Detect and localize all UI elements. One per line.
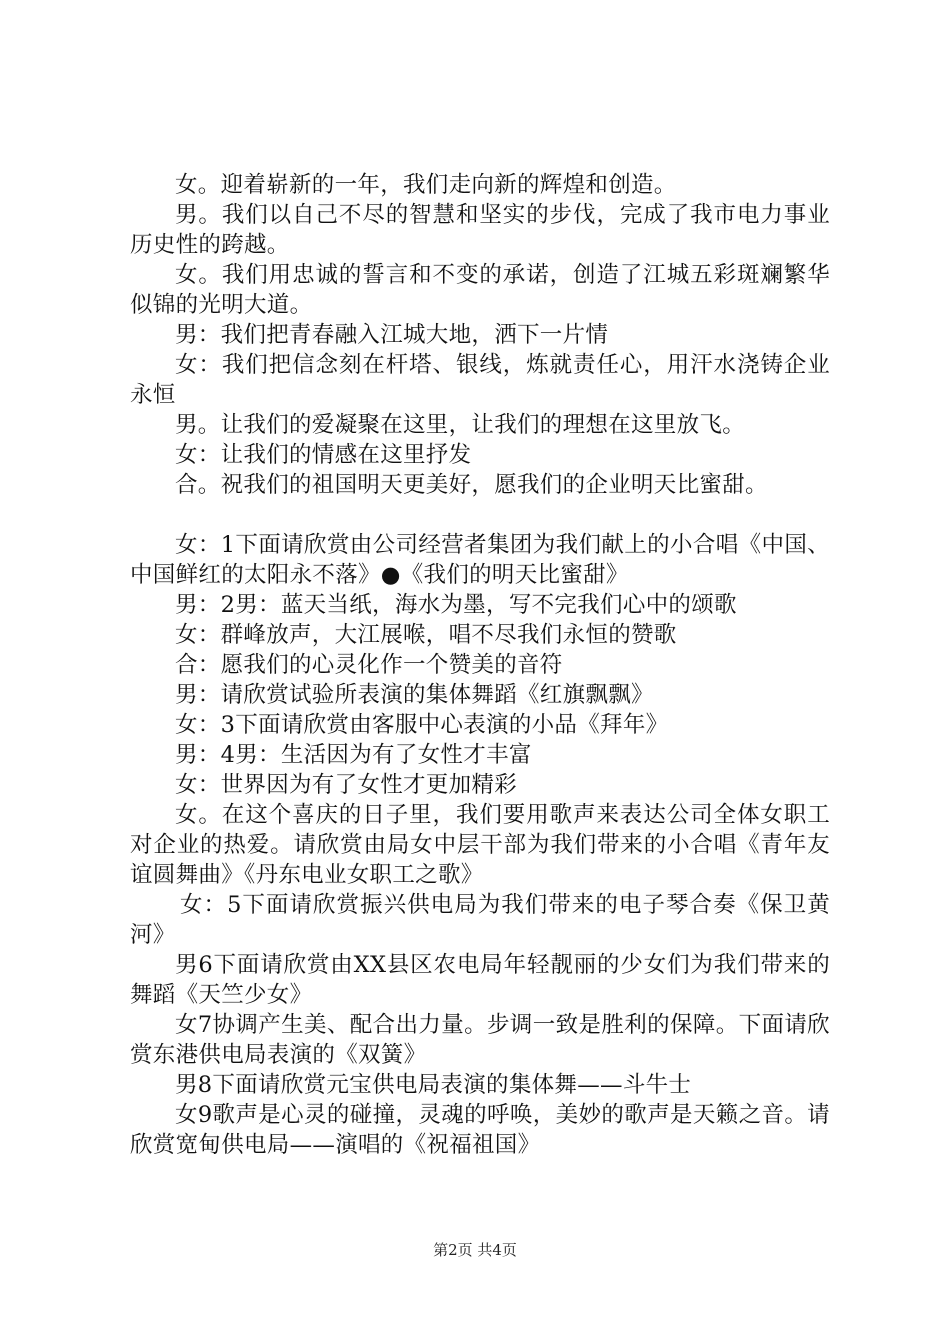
paragraph: 女。我们用忠诚的誓言和不变的承诺，创造了江城五彩斑斓繁华似锦的光明大道。 [130,262,830,318]
paragraph: 女：1下面请欣赏由公司经营者集团为我们献上的小合唱《中国、中国鲜红的太阳永不落》●《我们的明天比蜜甜》 [130,532,830,588]
paragraph: 女：群峰放声，大江展喉，唱不尽我们永恒的赞歌 [175,622,677,648]
paragraph: 女：我们把信念刻在杆塔、银线，炼就责任心，用汗水浇铸企业永恒 [130,352,830,408]
paragraph: 男：我们把青春融入江城大地，洒下一片情 [175,322,609,348]
paragraph: 男：2男：蓝天当纸，海水为墨，写不完我们心中的颂歌 [175,592,737,618]
paragraph: 男。我们以自己不尽的智慧和坚实的步伐，完成了我市电力事业历史性的跨越。 [130,202,830,258]
paragraph: 女：5下面请欣赏振兴供电局为我们带来的电子琴合奏《保卫黄河》 [130,892,830,948]
paragraph: 男。让我们的爱凝聚在这里，让我们的理想在这里放飞。 [175,412,746,438]
paragraph: 女：世界因为有了女性才更加精彩 [175,772,518,798]
paragraph: 女。迎着崭新的一年，我们走向新的辉煌和创造。 [175,172,677,198]
paragraph: 女：让我们的情感在这里抒发 [175,442,472,468]
paragraph: 女9歌声是心灵的碰撞，灵魂的呼唤，美妙的歌声是天籁之音。请欣赏宽甸供电局——演唱的《祝福祖国》 [130,1102,830,1158]
paragraph: 女：3下面请欣赏由客服中心表演的小品《拜年》 [175,712,669,738]
document-body [130,170,830,1160]
paragraph: 女7协调产生美、配合出力量。步调一致是胜利的保障。下面请欣赏东港供电局表演的《双簧》 [130,1012,830,1068]
page-number-footer: 第2页 共4页 [433,1241,517,1259]
paragraph: 男8下面请欣赏元宝供电局表演的集体舞——斗牛士 [175,1072,692,1098]
paragraph: 合。祝我们的祖国明天更美好，愿我们的企业明天比蜜甜。 [175,472,768,498]
paragraph: 男：请欣赏试验所表演的集体舞蹈《红旗飘飘》 [175,682,654,708]
paragraph: 男6下面请欣赏由XX县区农电局年轻靓丽的少女们为我们带来的舞蹈《天竺少女》 [130,952,830,1008]
paragraph: 合：愿我们的心灵化作一个赞美的音符 [175,652,563,678]
paragraph: 男：4男：生活因为有了女性才丰富 [175,742,532,768]
paragraph: 女。在这个喜庆的日子里，我们要用歌声来表达公司全体女职工对企业的热爱。请欣赏由局女中层干部为我们带来的小合唱《青年友谊圆舞曲》《丹东电业女职工之歌》 [130,802,830,888]
